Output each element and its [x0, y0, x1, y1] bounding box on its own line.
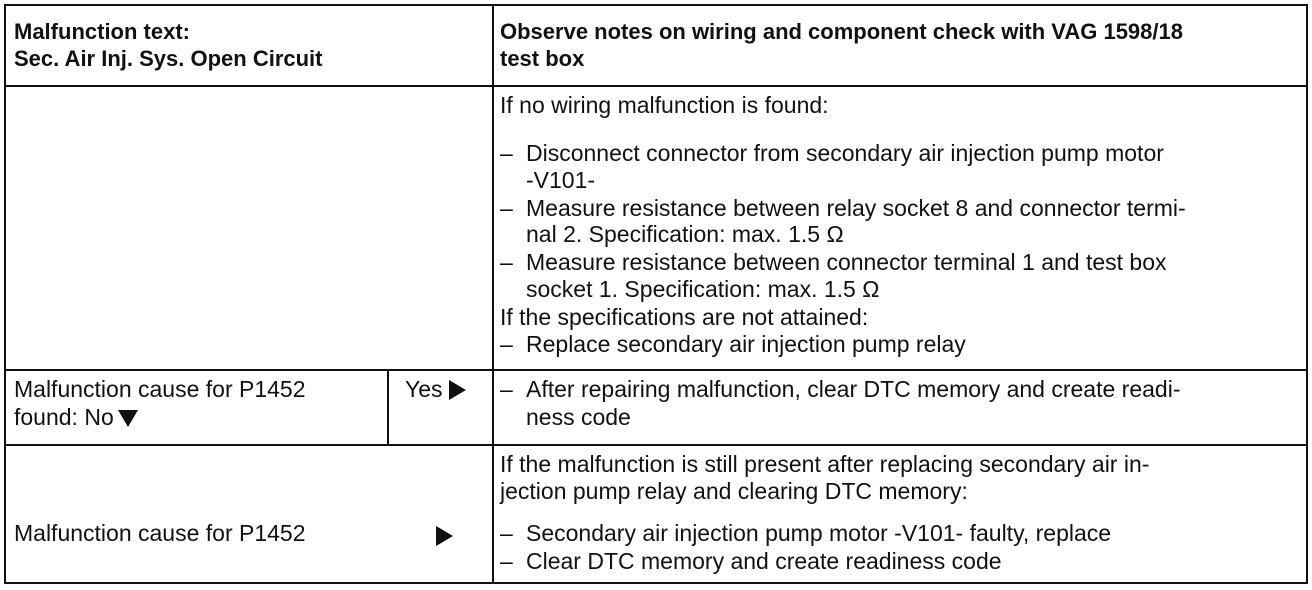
- arrow-right-icon: [449, 380, 466, 400]
- step-dash: –: [500, 331, 513, 357]
- step-dash: –: [500, 520, 513, 546]
- wiring-notes-heading-line1: Observe notes on wiring and component check with VAG 1598/18: [500, 19, 1183, 44]
- step-dash: –: [500, 140, 513, 166]
- table-border-bottom: [4, 582, 1308, 584]
- yes-label: Yes: [405, 376, 443, 402]
- specifications-not-attained: If the specifications are not attained:: [500, 304, 869, 330]
- step-measure-terminal-line2: socket 1. Specification: max. 1.5 Ω: [526, 276, 880, 302]
- yes-branch: [405, 376, 466, 403]
- step-measure-terminal-line1: Measure resistance between connector terminal 1 and test box: [526, 249, 1167, 275]
- no-wiring-malfunction-intro: If no wiring malfunction is found:: [500, 92, 829, 118]
- cause-p1452-found-line2: [14, 404, 138, 431]
- step-measure-relay-socket-line1: Measure resistance between relay socket 8 and connector termi-: [526, 195, 1186, 221]
- step-dash: –: [500, 249, 513, 275]
- table-border-right: [1306, 4, 1308, 584]
- found-no-label: found: No: [14, 404, 114, 430]
- yes-cell-divider: [387, 369, 389, 446]
- step-clear-dtc-readiness: Clear DTC memory and create readiness code: [526, 548, 1002, 574]
- row-divider-1: [4, 369, 1308, 371]
- column-divider: [492, 4, 494, 584]
- header-divider: [4, 85, 1308, 87]
- step-disconnect-connector-line1: Disconnect connector from secondary air injection pump motor: [526, 140, 1164, 166]
- cause-p1452: Malfunction cause for P1452: [14, 520, 306, 546]
- still-present-intro-line2: jection pump relay and clearing DTC memory:: [500, 478, 968, 504]
- arrow-down-icon: [118, 410, 138, 427]
- step-measure-relay-socket-line2: nal 2. Specification: max. 1.5 Ω: [526, 221, 844, 247]
- diagnostic-table: [4, 4, 1308, 584]
- step-replace-pump-motor: Secondary air injection pump motor -V101- faulty, replace: [526, 520, 1112, 546]
- step-replace-relay: Replace secondary air injection pump relay: [526, 331, 966, 357]
- step-clear-dtc-line1: After repairing malfunction, clear DTC memory and create readi-: [526, 376, 1181, 402]
- row-divider-2: [4, 444, 1308, 446]
- malfunction-text-heading: Malfunction text:: [14, 19, 190, 44]
- step-dash: –: [500, 195, 513, 221]
- table-border-top: [4, 4, 1308, 6]
- cause-p1452-found-line1: Malfunction cause for P1452: [14, 376, 306, 402]
- step-disconnect-connector-line2: -V101-: [526, 167, 596, 193]
- wiring-notes-heading-line2: test box: [500, 46, 585, 71]
- malfunction-text-value: Sec. Air Inj. Sys. Open Circuit: [14, 46, 323, 71]
- table-border-left: [4, 4, 6, 584]
- step-dash: –: [500, 376, 513, 402]
- still-present-intro-line1: If the malfunction is still present after replacing secondary air in-: [500, 451, 1150, 477]
- step-dash: –: [500, 548, 513, 574]
- arrow-right-icon: [436, 526, 453, 546]
- step-clear-dtc-line2: ness code: [526, 404, 631, 430]
